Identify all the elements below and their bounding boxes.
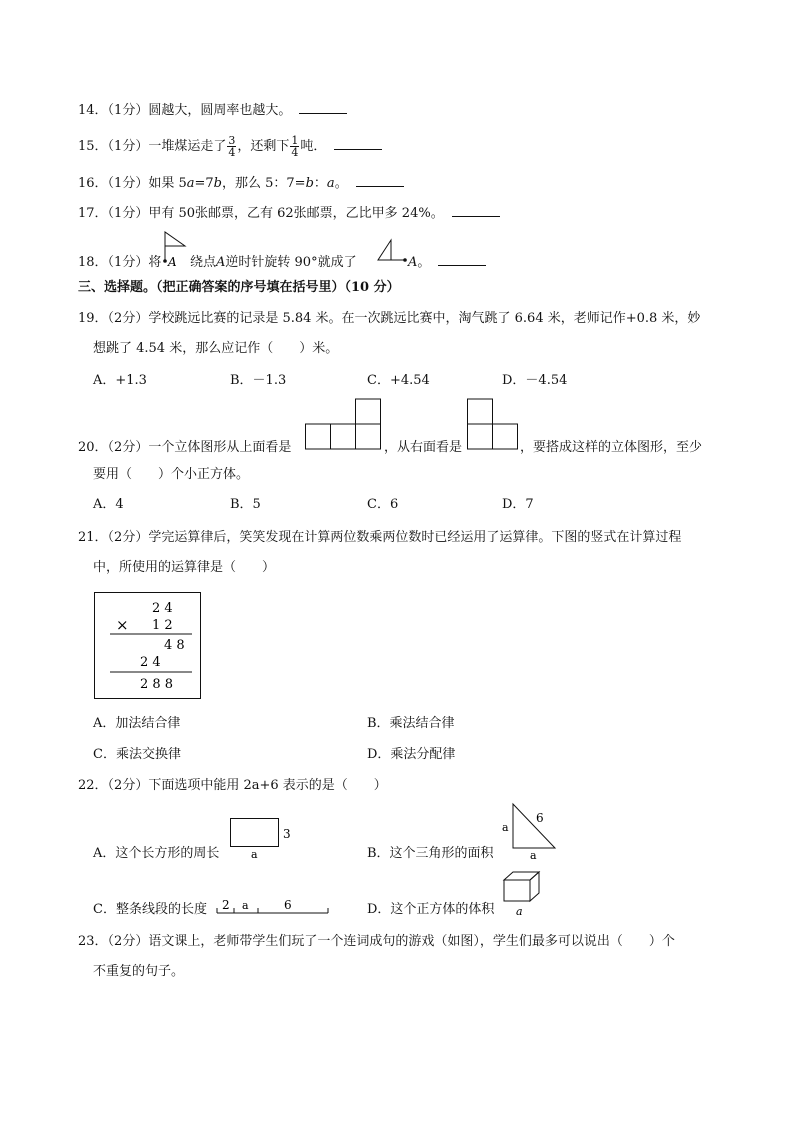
option-b[interactable]: B．乘法结合律 <box>367 716 455 731</box>
option-a[interactable]: A．这个长方形的周长 <box>93 846 220 861</box>
question-number: 17． <box>78 206 108 221</box>
question-20-part2: ，从右面看是 <box>384 440 463 455</box>
option-d[interactable]: D．乘法分配律 <box>367 747 456 762</box>
calc-row-multiplicand: 2 4 <box>152 601 173 616</box>
variable-a: a <box>186 176 195 191</box>
triangle-base-label: a <box>530 849 537 862</box>
option-c[interactable]: C．乘法交换律 <box>93 747 181 762</box>
triangle-hyp-label: 6 <box>536 811 544 825</box>
point-label-a: A <box>168 255 177 269</box>
answer-blank[interactable] <box>334 137 382 150</box>
question-text: 绕点 <box>190 255 217 270</box>
question-text: 。 <box>334 176 348 191</box>
question-21-line1: 21．（2分）学完运算律后，笑笑发现在计算两位数乘两位数时已经运用了运算律。下图的竖式在计算过程 <box>78 530 682 545</box>
segment-label-2: a <box>242 899 249 912</box>
calc-row-partial-2: 2 4 <box>140 655 161 670</box>
calc-row-product: 2 8 8 <box>140 677 174 692</box>
question-21-line2: 中，所使用的运算律是（ ） <box>93 560 276 575</box>
option-d[interactable]: D．7 <box>502 497 534 512</box>
fraction-three-quarters: $\frac{3}{4}$ <box>228 134 236 159</box>
cube-figure <box>503 871 547 917</box>
question-15 <box>78 134 382 160</box>
option-a[interactable]: A．+1.3 <box>93 373 147 388</box>
variable-b: b <box>213 176 222 191</box>
question-22-line1: 22．（2分）下面选项中能用 2a+6 表示的是（ ） <box>78 778 387 793</box>
question-points: （1分） <box>107 206 149 221</box>
question-number: 15． <box>78 139 108 154</box>
flag-figure <box>160 228 190 268</box>
question-text: 逆时针旋转 90°就成了 <box>225 255 357 270</box>
segment-label-1: 2 <box>222 898 230 912</box>
question-23-line1: 23．（2分）语文课上，老师带学生们玩了一个连词成句的游戏（如图），学生们最多可以说出（ ）个 <box>78 934 675 949</box>
point-a: A <box>216 255 226 270</box>
question-20-line2: 要用（ ）个小正方体。 <box>93 467 250 482</box>
question-number: 14． <box>78 103 108 118</box>
question-text: 将 <box>148 255 162 270</box>
question-18-end <box>408 253 486 273</box>
cube-edge-label: a <box>516 905 523 918</box>
question-text: ： <box>313 176 327 191</box>
option-c[interactable]: C．6 <box>367 497 399 512</box>
point-label-a: A <box>408 255 418 270</box>
question-text: ，还剩下 <box>237 139 290 154</box>
option-d[interactable]: D．这个正方体的体积 <box>367 902 495 917</box>
question-20-part1: 20．（2分）一个立体图形从上面看是 <box>78 440 292 455</box>
calc-row-partial-1: 4 8 <box>164 638 185 653</box>
question-number: 18． <box>78 255 108 270</box>
fraction-one-quarter: $\frac{1}{4}$ <box>291 134 299 159</box>
multiply-sign: × <box>116 616 129 634</box>
section-heading: 三、选择题。（把正确答案的序号填在括号里）（10 分） <box>78 280 400 295</box>
question-18-cont <box>190 253 357 273</box>
option-b[interactable]: B．－1.3 <box>230 373 287 388</box>
question-23-line2: 不重复的句子。 <box>93 964 185 979</box>
question-text: 一堆煤运走了 <box>148 139 227 154</box>
question-points: （1分） <box>107 176 149 191</box>
segment-figure <box>216 896 331 920</box>
question-14 <box>78 101 347 121</box>
question-text: 吨． <box>300 139 327 154</box>
question-18 <box>78 253 161 273</box>
question-points: （1分） <box>107 103 149 118</box>
answer-blank[interactable] <box>452 204 500 217</box>
rect-base-label: a <box>251 848 258 861</box>
right-view-figure <box>467 398 523 450</box>
question-16 <box>78 174 404 194</box>
question-points: （1分） <box>107 139 149 154</box>
option-b[interactable]: B．5 <box>230 497 261 512</box>
answer-blank[interactable] <box>356 174 404 187</box>
answer-blank[interactable] <box>438 253 486 266</box>
question-17 <box>78 204 500 224</box>
segment-label-3: 6 <box>284 898 292 912</box>
calc-row-multiplier: 1 2 <box>152 618 173 633</box>
variable-a: a <box>326 176 335 191</box>
option-a[interactable]: A．加法结合律 <box>93 716 181 731</box>
question-20-part3: ，要搭成这样的立体图形，至少 <box>520 440 703 455</box>
question-text: 如果 5 <box>148 176 187 191</box>
question-points: （1分） <box>107 255 149 270</box>
question-text: 圆越大，圆周率也越大。 <box>148 103 292 118</box>
triangle-figure <box>500 802 570 862</box>
option-d[interactable]: D．－4.54 <box>502 373 568 388</box>
rectangle-figure <box>230 818 300 860</box>
top-view-figure <box>305 398 385 450</box>
question-text: 。 <box>417 255 431 270</box>
question-text: 甲有 50张邮票，乙有 62张邮票，乙比甲多 24%。 <box>148 206 444 221</box>
variable-b: b <box>305 176 314 191</box>
option-a[interactable]: A．4 <box>93 497 124 512</box>
question-text: =7 <box>194 176 214 191</box>
question-19-line1: 19．（2分）学校跳远比赛的记录是 5.84 米。在一次跳远比赛中，淘气跳了 6.64 米，老师记作+0.8 米，妙 <box>78 311 701 326</box>
option-c[interactable]: C．整条线段的长度 <box>93 902 207 917</box>
triangle-side-label: a <box>502 821 509 834</box>
question-19-line2: 想跳了 4.54 米，那么应记作（ ）米。 <box>93 341 339 356</box>
vertical-multiplication <box>94 592 202 700</box>
answer-blank[interactable] <box>299 101 347 114</box>
option-c[interactable]: C．+4.54 <box>367 373 430 388</box>
rect-side-label: 3 <box>283 827 291 841</box>
option-b[interactable]: B．这个三角形的面积 <box>367 846 494 861</box>
question-text: ，那么 5：7= <box>222 176 306 191</box>
question-number: 16． <box>78 176 108 191</box>
